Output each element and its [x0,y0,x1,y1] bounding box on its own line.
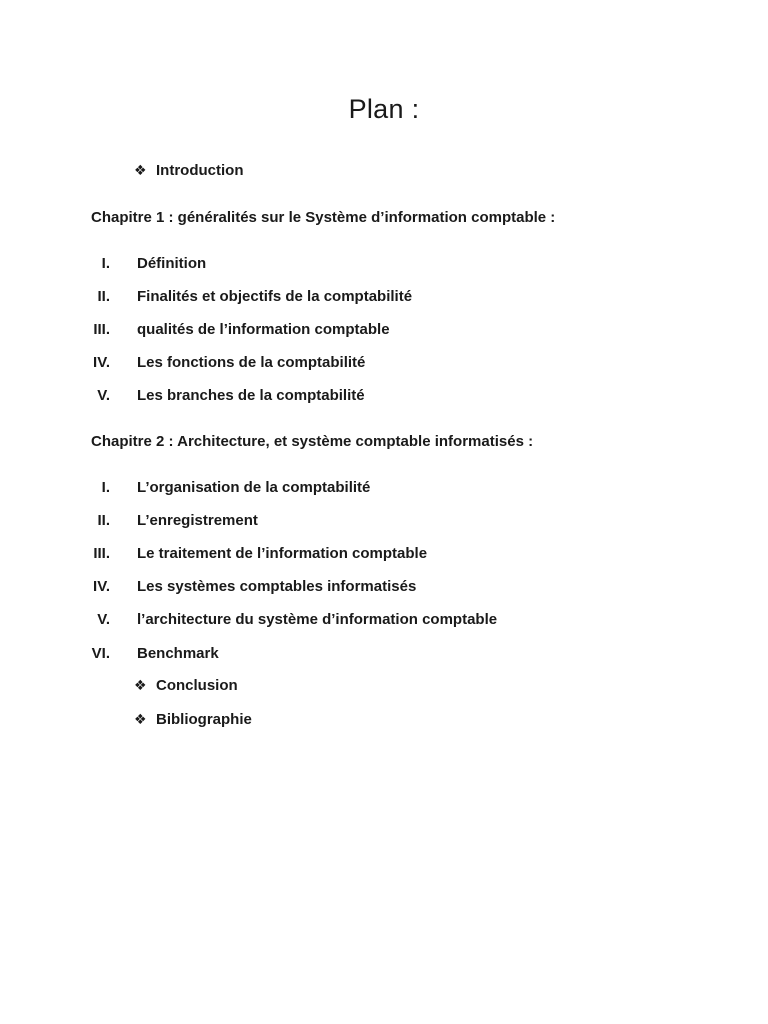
bullet-bibliographie [134,711,252,728]
item-label: Définition [137,255,207,272]
diamond-bullet-icon: ❖ [134,712,147,728]
page-title: Plan : [348,94,420,124]
item-number: IV. [93,578,110,595]
bullet-introduction [134,162,243,179]
item-number: V. [97,611,110,628]
item-number: IV. [93,354,110,371]
item-label: qualités de l’information comptable [137,321,390,338]
item-number: II. [97,512,110,529]
bullet-conclusion [134,677,238,694]
bullet-label: Introduction [156,162,244,179]
item-number: II. [97,288,110,305]
item-number: III. [93,321,110,338]
item-number: I. [101,479,110,496]
item-label: Les fonctions de la comptabilité [137,354,366,371]
chapter-2-heading: Chapitre 2 : Architecture, et système comptable informatisés : [91,433,534,450]
item-label: Les systèmes comptables informatisés [137,578,417,595]
item-label: Les branches de la comptabilité [137,387,365,404]
item-number: V. [97,387,110,404]
item-label: Benchmark [137,645,219,662]
chapter-1-heading: Chapitre 1 : généralités sur le Système d’information comptable : [91,209,556,226]
item-label: L’enregistrement [137,512,258,529]
item-label: L’organisation de la comptabilité [137,479,371,496]
bullet-label: Bibliographie [156,711,252,728]
item-label: Finalités et objectifs de la comptabilité [137,288,413,305]
item-number: I. [101,255,110,272]
item-label: l’architecture du système d’information comptable [137,611,498,628]
bullet-label: Conclusion [156,677,238,694]
diamond-bullet-icon: ❖ [134,678,147,694]
item-number: VI. [91,645,110,662]
item-label: Le traitement de l’information comptable [137,545,428,562]
diamond-bullet-icon: ❖ [134,163,147,179]
item-number: III. [93,545,110,562]
